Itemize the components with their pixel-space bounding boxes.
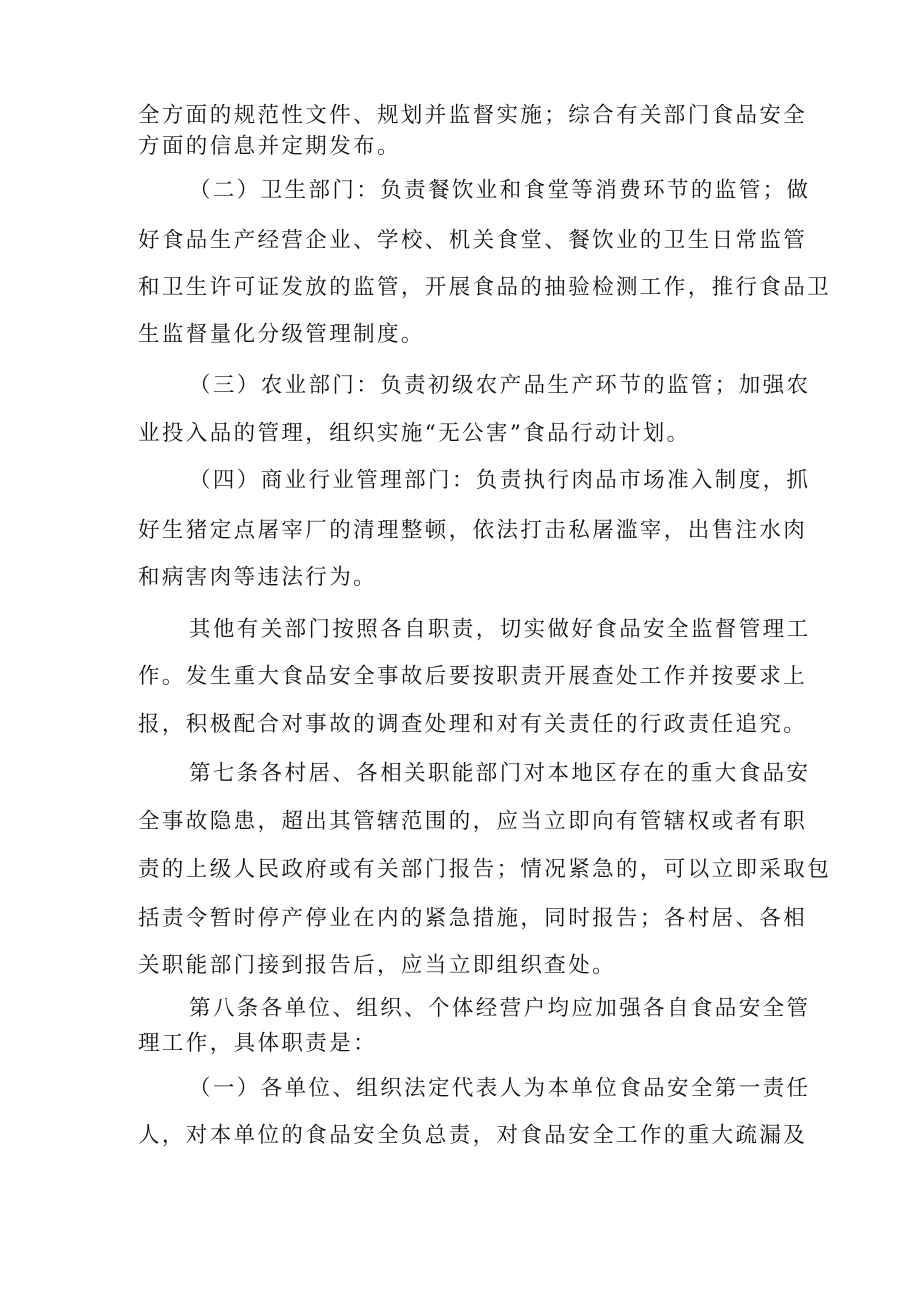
text-line: （一）各单位、组织法定代表人为本单位食品安全第一责任 (189, 1076, 811, 1101)
text-line: 和卫生许可证发放的监管，开展食品的抽验检测工作，推行食品卫 (138, 275, 832, 300)
text-line: 其他有关部门按照各自职责，切实做好食品安全监督管理工 (189, 617, 811, 642)
text-line: 人，对本单位的食品安全负总责，对食品安全工作的重大疏漏及 (138, 1123, 808, 1148)
text-line: 作。发生重大食品安全事故后要按职责开展查处工作并按要求上 (138, 664, 808, 689)
text-line: 全方面的规范性文件、规划并监督实施；综合有关部门食品安全 (138, 103, 808, 128)
text-line: 责的上级人民政府或有关部门报告；情况紧急的，可以立即采取包 (138, 857, 832, 882)
text-line: 全事故隐患，超出其管辖范围的，应当立即向有管辖权或者有职 (138, 809, 808, 834)
text-line: （四）商业行业管理部门：负责执行肉品市场准入制度，抓 (189, 468, 811, 493)
text-line: （三）农业部门：负责初级农产品生产环节的监管；加强农 (189, 373, 811, 398)
text-line: 方面的信息并定期发布。 (138, 134, 401, 159)
text-line: 关职能部门接到报告后，应当立即组织查处。 (138, 953, 617, 978)
text-line: 好食品生产经营企业、学校、机关食堂、餐饮业的卫生日常监管 (138, 228, 808, 253)
text-line: 好生猪定点屠宰厂的清理整顿，依法打击私屠滥宰，出售注水肉 (138, 518, 808, 543)
text-line: 生监督量化分级管理制度。 (138, 322, 425, 347)
text-line: 报，积极配合对事故的调查处理和对有关责任的行政责任追究。 (138, 712, 808, 737)
text-line: （二）卫生部门：负责餐饮业和食堂等消费环节的监管；做 (189, 178, 811, 203)
text-line: 理工作，具体职责是： (138, 1031, 378, 1056)
text-line: 业投入品的管理，组织实施“无公害”食品行动计划。 (138, 421, 691, 446)
text-line: 和病害肉等违法行为。 (138, 565, 378, 590)
text-line: 第八条各单位、组织、个体经营户均应加强各自食品安全管 (189, 996, 811, 1021)
text-line: 第七条各村居、各相关职能部门对本地区存在的重大食品安 (189, 761, 811, 786)
text-line: 括责令暂时停产停业在内的紧急措施，同时报告；各村居、各相 (138, 906, 808, 931)
